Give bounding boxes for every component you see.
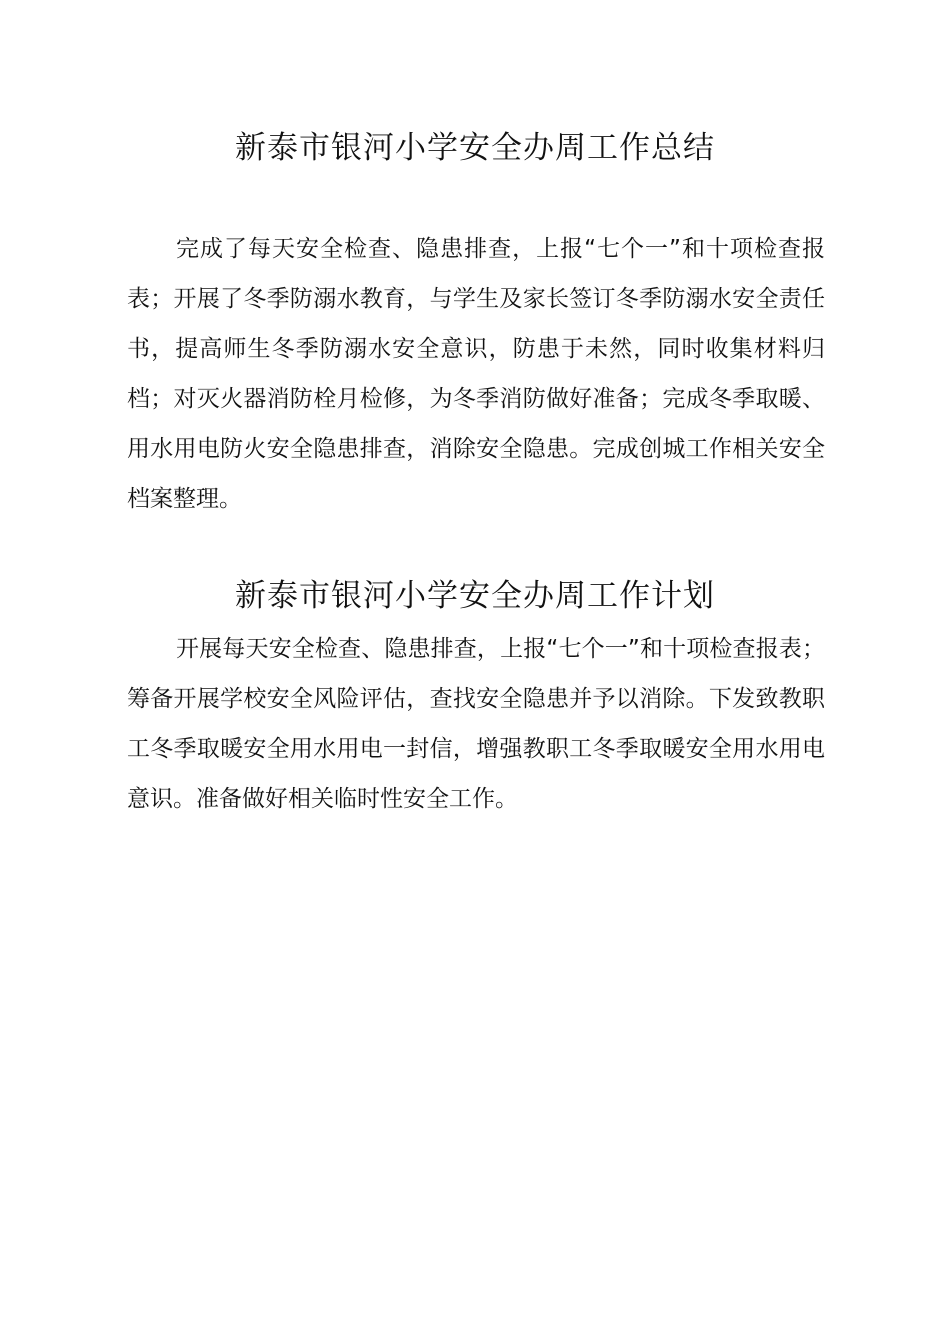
plan-paragraph: 开展每天安全检查、隐患排查，上报“七个一”和十项检查报表；筹备开展学校安全风险评估，查找安全隐患并予以消除。下发致教职工冬季取暖安全用水用电一封信，增强教职工冬季取暖安全用水用电意识。准备做好相关临时性安全工作。 xyxy=(127,636,825,812)
plan-title: 新泰市银河小学安全办周工作计划 xyxy=(235,578,715,614)
summary-paragraph: 完成了每天安全检查、隐患排查，上报“七个一”和十项检查报表；开展了冬季防溺水教育，与学生及家长签订冬季防溺水安全责任书，提高师生冬季防溺水安全意识，防患于未然，同时收集材料归档；对灭火器消防栓月检修，为冬季消防做好准备；完成冬季取暖、用水用电防火安全隐患排查，消除安全隐患。完成创城工作相关安全档案整理。 xyxy=(127,236,825,512)
summary-title: 新泰市银河小学安全办周工作总结 xyxy=(235,130,715,166)
